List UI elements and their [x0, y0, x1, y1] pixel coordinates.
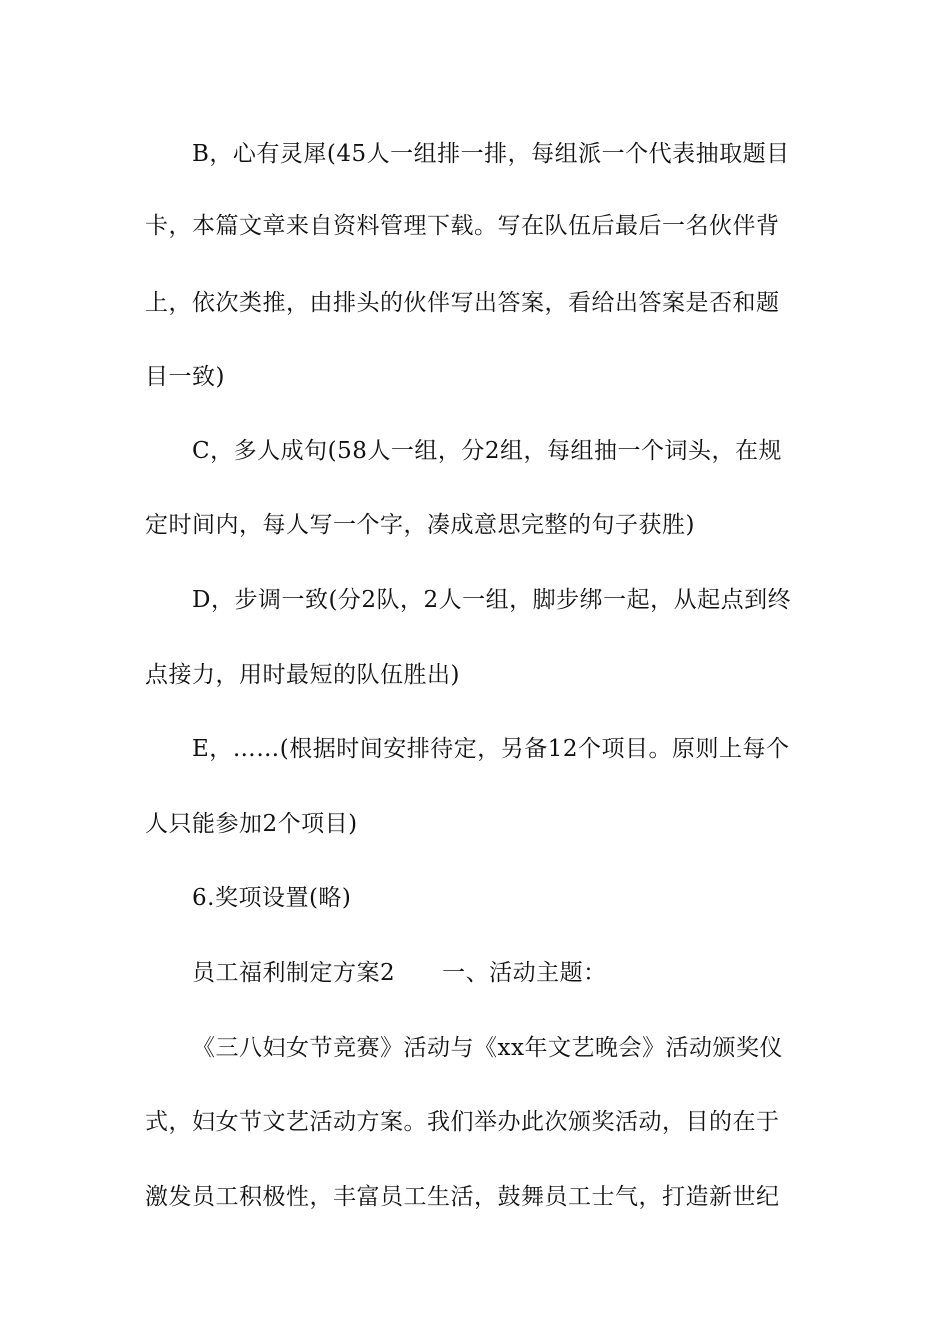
section-heading-plan-2: 员工福利制定方案2 一、活动主题：: [192, 960, 607, 986]
paragraph-d-line-2: 点接力，用时最短的队伍胜出): [145, 662, 460, 688]
paragraph-e-line-1: E，……(根据时间安排待定，另备12个项目。原则上每个: [192, 736, 790, 762]
paragraph-c-line-2: 定时间内，每人写一个字，凑成意思完整的句子获胜): [145, 512, 695, 538]
paragraph-d-line-1: D，步调一致(分2队，2人一组，脚步绑一起，从起点到终: [192, 587, 792, 613]
paragraph-b-line-2: 卡，本篇文章来自资料管理下载。写在队伍后最后一名伙伴背: [145, 213, 780, 239]
paragraph-b-line-1: B，心有灵犀(45人一组排一排，每组派一个代表抽取题目: [192, 141, 790, 167]
paragraph-c-line-1: C，多人成句(58人一组，分2组，每组抽一个词头，在规: [192, 438, 782, 464]
paragraph-b-line-3: 上，依次类推，由排头的伙伴写出答案，看给出答案是否和题: [145, 290, 780, 316]
paragraph-theme-line-2: 式，妇女节文艺活动方案。我们举办此次颁奖活动，目的在于: [145, 1109, 780, 1135]
section-awards: 6.奖项设置(略): [192, 885, 352, 911]
paragraph-theme-line-1: 《三八妇女节竞赛》活动与《xx年文艺晚会》活动颁奖仪: [192, 1035, 783, 1061]
paragraph-e-line-2: 人只能参加2个项目): [145, 811, 358, 837]
paragraph-theme-line-3: 激发员工积极性，丰富员工生活，鼓舞员工士气，打造新世纪: [145, 1184, 780, 1210]
paragraph-b-line-4: 目一致): [145, 364, 225, 390]
